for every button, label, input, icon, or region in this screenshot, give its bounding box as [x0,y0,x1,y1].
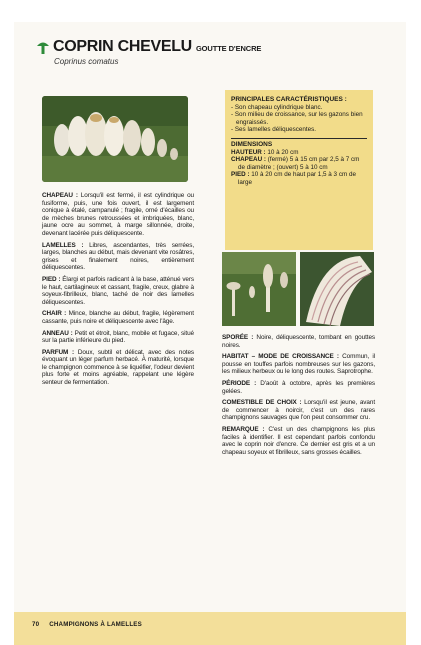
grass-photo-illustration [222,252,296,326]
main-mushroom-photo [42,96,188,182]
desc-pied: PIED : Élargi et parfois radicant à la base, atténué vers le haut, cartilagineux et cassant, fragile, creux, glabre à soyeux-fibrilleux, blanc, taché de noir des lamelles déliquescentes. [42,275,194,306]
desc-anneau: ANNEAU : Petit et étroit, blanc, mobile et fugace, situé sur la partie inférieure du pied. [42,329,194,345]
dimension-hauteur: HAUTEUR : 10 à 20 cm [231,148,299,156]
desc-periode: PÉRIODE : D'août à octobre, après les premières gelées. [222,379,375,395]
main-photo-illustration [42,96,188,182]
characteristics-box [225,90,373,250]
dimensions-heading: DIMENSIONS [231,140,273,148]
desc-comestible: COMESTIBLE DE CHOIX : Lorsqu'il est jeune, avant de commencer à noircir, c'est un des rares champignons sauvages que l'on peut consommer cru. [222,399,375,422]
secondary-photo-grass [222,252,296,326]
dimension-pied: PIED : 10 à 20 cm de haut par 1,5 à 3 cm de large [231,171,356,186]
characteristic-item: - Son chapeau cylindrique blanc. [231,103,323,111]
desc-remarque: REMARQUE : C'est un des champignons les plus faciles à identifier. Il est cependant parfois confondu avec le coprin noir d'encre. Ce dernier est gris et a un chapeau soyeux et fibrilleux, sans grosses écailles. [222,425,375,456]
latin-name: Coprinus comatus [54,57,119,66]
characteristic-item: - Son milieu de croissance, sur les gazons bien engraissés. [231,111,363,126]
page-footer [14,612,406,645]
secondary-photo-gills [300,252,374,326]
right-description-column [222,334,375,460]
desc-chapeau: CHAPEAU : Lorsqu'il est fermé, il est cylindrique ou fusiforme, puis, une fois ouvert, il est largement conique à étalé, campanulé ; fragile, orné d'écailles ou de mèches brunes retroussées et imbriquées, blanc, jaune ocre au sommet, à marge sillonnée, droite, devenant lacérée puis déliquescente. [42,192,194,237]
page-title: COPRIN CHEVELU [53,38,192,55]
desc-chair: CHAIR : Mince, blanche au début, fragile, légèrement cassante, puis noire et déliquescente avec l'âge. [42,310,194,325]
characteristics-heading: PRINCIPALES CARACTÉRISTIQUES : [231,96,347,103]
left-description-column [42,192,194,391]
dimension-chapeau: CHAPEAU : (fermé) 5 à 15 cm par 2,5 à 7 cm de diamètre ; (ouvert) 5 à 10 cm [231,156,360,171]
page-number: 70 [32,621,40,628]
alt-name: GOUTTE D'ENCRE [195,44,262,53]
desc-sporee: SPORÉE : Noire, déliquescente, tombant en gouttes noires. [222,334,375,349]
gills-photo-illustration [300,252,374,326]
desc-habitat: HABITAT – MODE DE CROISSANCE : Commun, il pousse en touffes parfois nombreuses sur les gazons, les milieux herbeux ou le long des routes. Saprotrophe. [222,353,375,376]
characteristics-list [231,104,367,134]
header [36,38,416,66]
box-divider [231,138,367,139]
title-row [36,38,416,56]
desc-parfum: PARFUM : Doux, subtil et délicat, avec des notes évoquant un léger parfum herbacé. À maturité, lorsque le champignon commence à se liquéfier, l'odeur devient plus forte et moins agréable, rappelant une légère senteur de fermentation. [42,348,194,387]
characteristic-item: - Ses lamelles déliquescentes. [231,126,317,134]
mushroom-icon [36,40,50,55]
footer-text [32,621,142,628]
section-name: CHAMPIGNONS À LAMELLES [49,621,142,628]
desc-lamelles: LAMELLES : Libres, ascendantes, très serrées, larges, blanches au début, mais devenant vite rosâtres, grises et finalement noires, entièrement déliquescentes. [42,241,195,272]
